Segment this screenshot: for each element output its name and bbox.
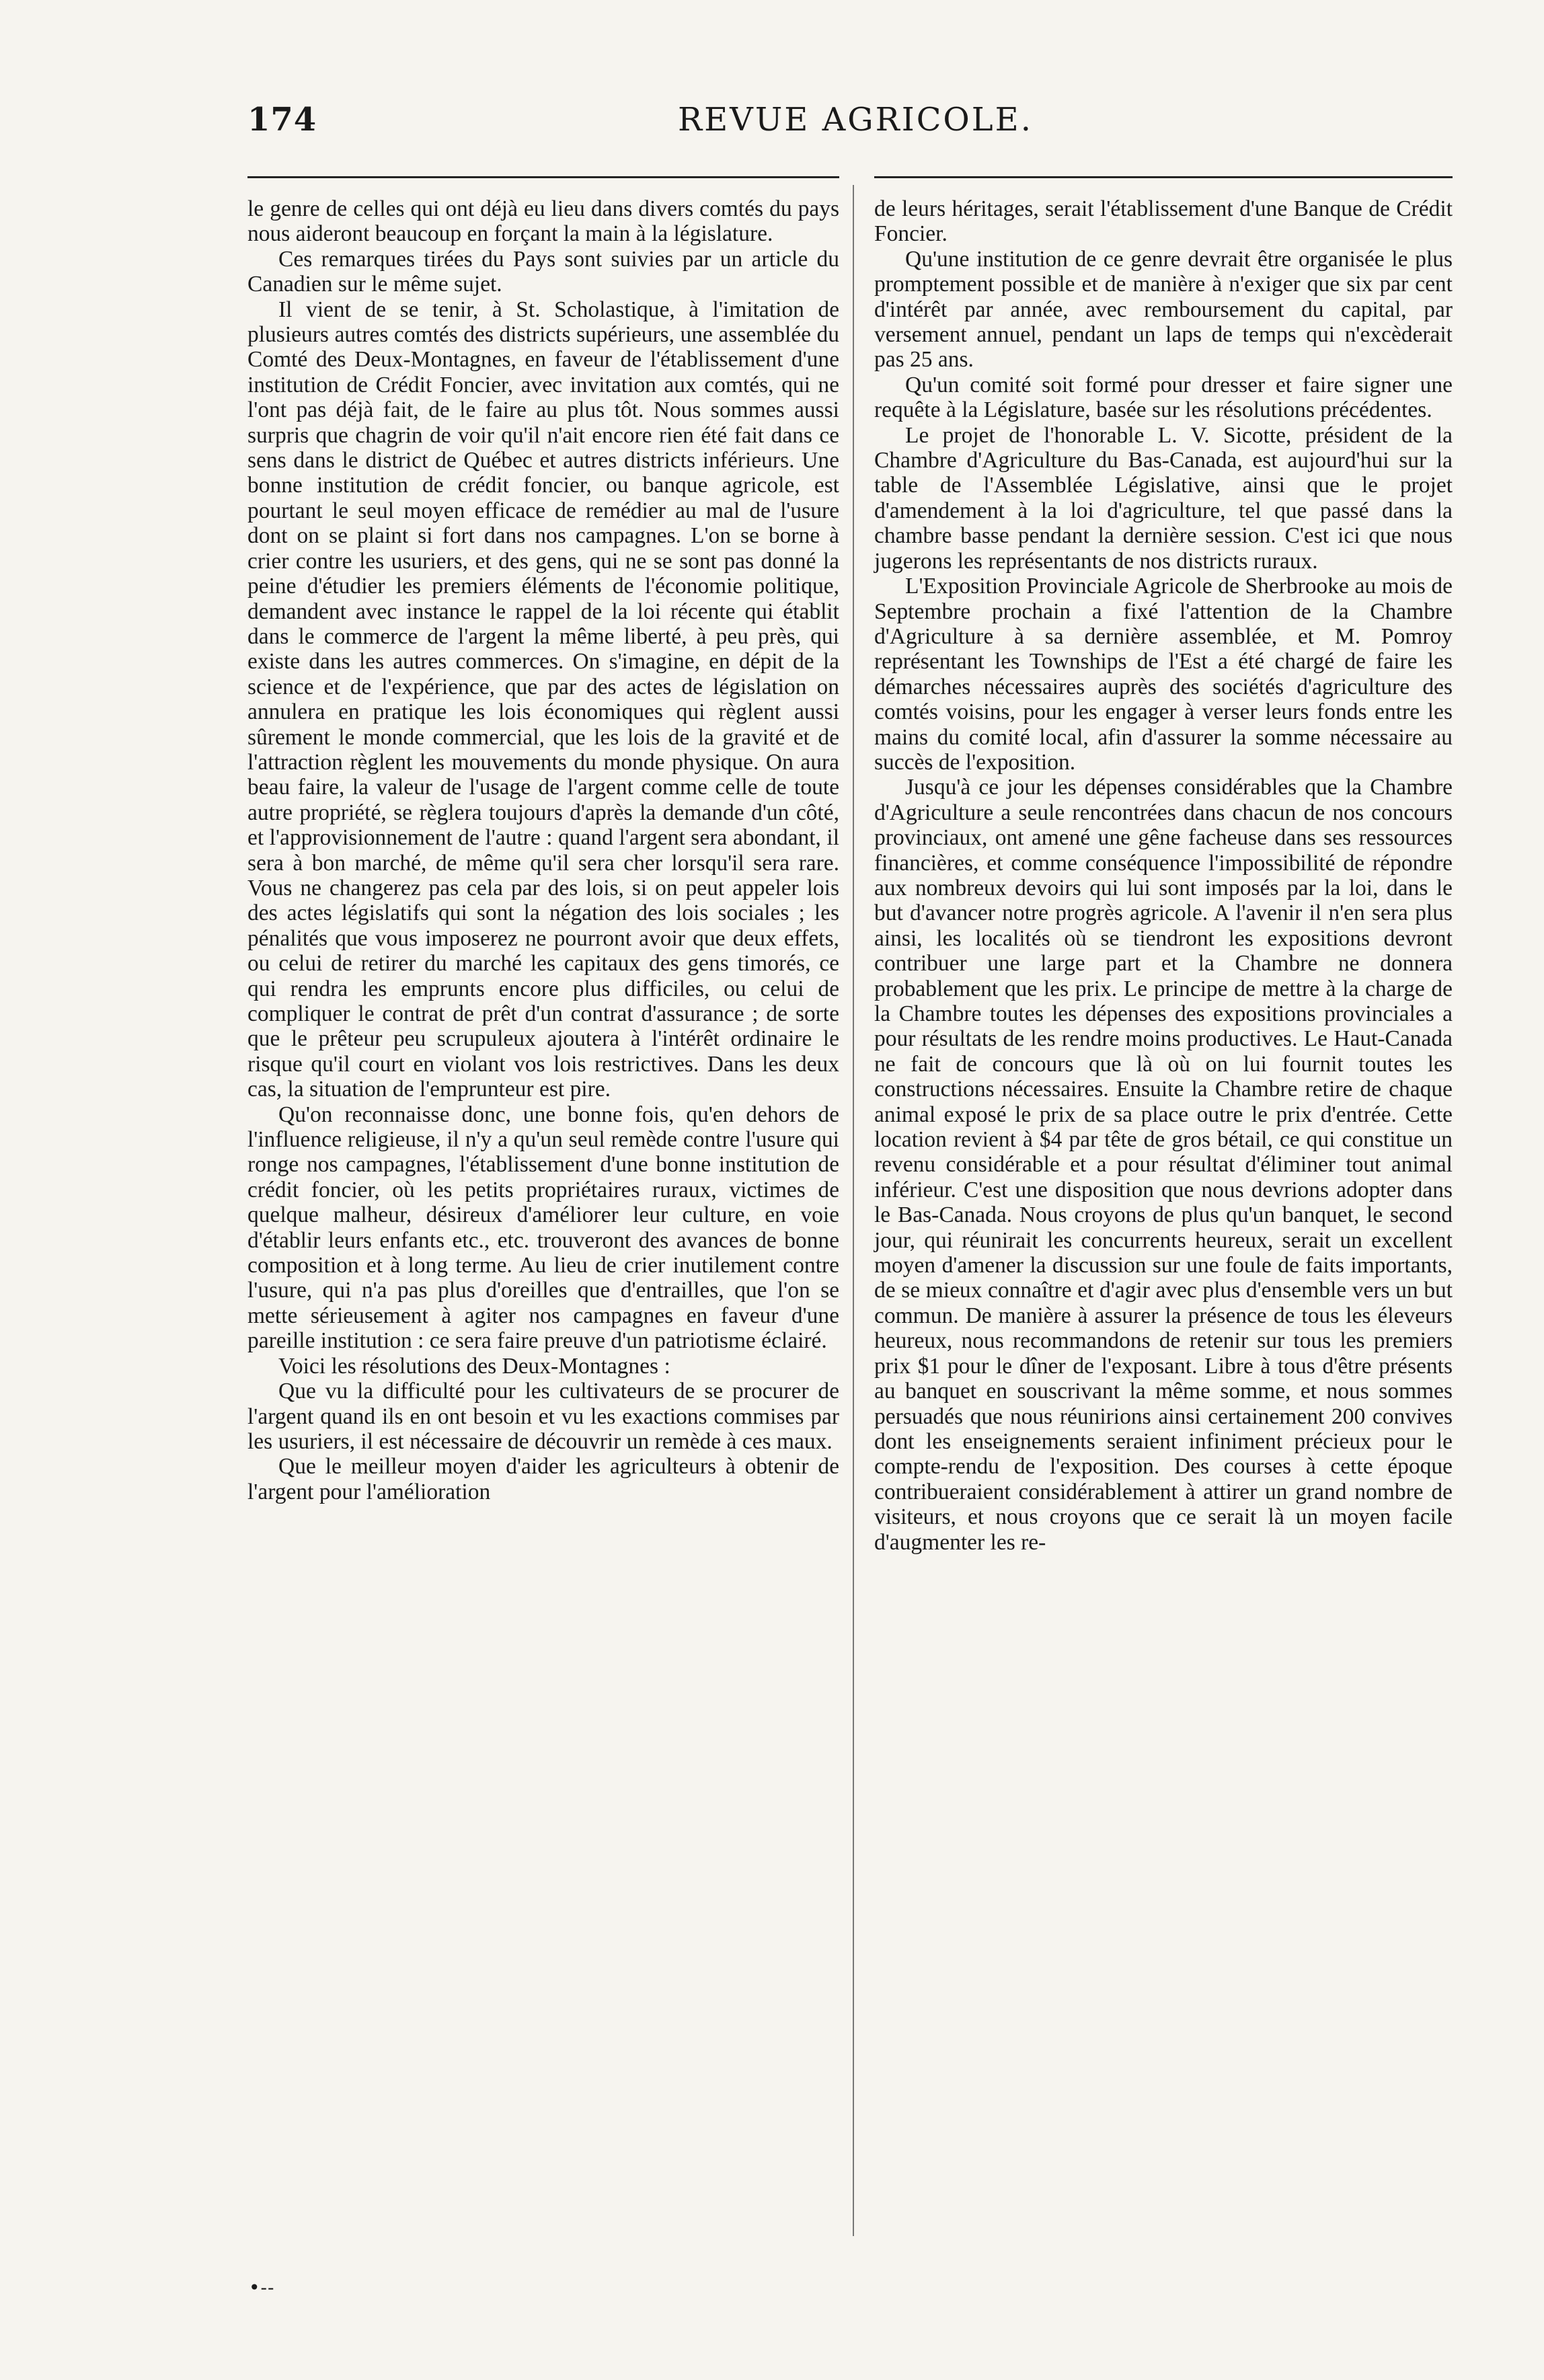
- paragraph: Il vient de se tenir, à St. Scholastique, à l'imitation de plusieurs autres comtés des districts supérieurs, une assemblée du Comté des Deux-Montagnes, en faveur de l'établissement d'une institution de Crédit Foncier, avec invitation aux comtés, qui ne l'ont pas déjà fait, de le faire au plus tôt. Nous sommes aussi surpris que chagrin de voir qu'il n'ait encore rien été fait dans ce sens dans le district de Québec et autres districts inférieurs. Une bonne institution de crédit foncier, ou banque agricole, est pourtant le seul moyen efficace de remédier au mal de l'usure dont on se plaint si fort dans nos campagnes. L'on se borne à crier contre les usuriers, et des gens, qui ne se sont pas donné la peine d'étudier les premiers éléments de l'économie politique, demandent avec instance le rappel de la loi récente qui établit dans le commerce de l'argent la même liberté, à peu près, qui existe dans les autres commerces. On s'imagine, en dépit de la science et de l'expérience, que par des actes de législation on annulera en pratique les lois économiques qui règlent aussi sûrement le monde commercial, que les lois de la gravité et de l'attraction règlent les mouvements du monde physique. On aura beau faire, la valeur de l'usage de l'argent comme celle de toute autre propriété, se règlera toujours d'après la demande d'un côté, et l'approvisionnement de l'autre : quand l'argent sera abondant, il sera à bon marché, de même qu'il sera cher lorsqu'il sera rare. Vous ne changerez pas cela par des lois, si on peut appeler lois des actes législatifs qui sont la négation des lois sociales ; les pénalités que vous imposerez ne pourront avoir que deux effets, ou celui de retirer du marché les capitaux des gens timorés, ce qui rendra les emprunts encore plus difficiles, ou celui de compliquer le contrat de prêt d'un contrat d'assurance ; de sorte que le prêteur peu scrupuleux ajoutera à l'intérêt ordinaire le risque qu'il court en violant vos lois restrictives. Dans les deux cas, la situation de l'emprunteur est pire.: [247, 297, 839, 1102]
- footer-mark: •--: [249, 2276, 275, 2299]
- paragraph: Ces remarques tirées du Pays sont suivies par un article du Canadien sur le même sujet.: [247, 246, 839, 297]
- paragraph: le genre de celles qui ont déjà eu lieu dans divers comtés du pays nous aideront beaucoup en forçant la main à la législature.: [247, 196, 839, 247]
- paragraph: Jusqu'à ce jour les dépenses considérables que la Chambre d'Agriculture a seule rencontrées dans chacun de nos concours provinciaux, ont amené une gêne facheuse dans ses ressources financières, et comme conséquence l'impossibilité de répondre aux nombreux devoirs qui lui sont imposés par la loi, dans le but d'avancer notre progrès agricole. A l'avenir il n'en sera plus ainsi, les localités où se tiendront les expositions devront contribuer une large part et la Chambre ne donnera probablement que les prix. Le principe de mettre à la charge de la Chambre toutes les dépenses des expositions provinciales a pour résultats de les rendre moins productives. Le Haut-Canada ne fait de concours que là où on lui fournit toutes les constructions nécessaires. Ensuite la Chambre retire de chaque animal exposé le prix de sa place outre le prix d'entrée. Cette location revient à $4 par tête de gros bétail, ce qui constitue un revenu considérable et a pour résultat d'éliminer tout animal inférieur. C'est une disposition que nous devrions adopter dans le Bas-Canada. Nous croyons de plus qu'un banquet, le second jour, qui réunirait les concurrents heureux, serait un excellent moyen d'amener la discussion sur une foule de faits importants, de se mieux connaître et d'agir avec plus d'ensemble vers un but commun. De manière à assurer la présence de tous les éleveurs heureux, nous recommandons de retenir sur tous les premiers prix $1 pour le dîner de l'exposant. Libre à tous d'être présents au banquet en souscrivant la même somme, et nous sommes persuadés que nous réunirions ainsi certainement 200 convives dont les enseignements seraient infiniment précieux pour le compte-rendu de l'exposition. Des courses à cette époque contribueraient considérablement à attirer un grand nombre de visiteurs, et nous croyons que ce serait là un moyen facile d'augmenter les re-: [874, 775, 1453, 1555]
- paragraph: L'Exposition Provinciale Agricole de Sherbrooke au mois de Septembre prochain a fixé l'attention de la Chambre d'Agriculture à sa dernière assemblée, et M. Pomroy représentant les Townships de l'Est a été chargé de faire les démarches nécessaires auprès des sociétés d'agriculture des comtés voisins, pour les engager à verser leurs fonds entre les mains du comité local, afin d'assurer la somme nécessaire au succès de l'exposition.: [874, 574, 1453, 775]
- page-number: 174: [247, 101, 317, 139]
- paragraph: Qu'un comité soit formé pour dresser et faire signer une requête à la Législature, basée sur les résolutions précédentes.: [874, 372, 1453, 423]
- paragraph: Qu'on reconnaisse donc, une bonne fois, qu'en dehors de l'influence religieuse, il n'y a qu'un seul remède contre l'usure qui ronge nos campagnes, l'établissement d'une bonne institution de crédit foncier, où les petits propriétaires ruraux, victimes de quelque malheur, désireux d'améliorer leur culture, en voie d'établir leurs enfants etc., etc. trouveront des avances de bonne composition et à long terme. Au lieu de crier inutilement contre l'usure, qui n'a pas plus d'oreilles que d'entrailles, que l'on se mette sérieusement à agiter nos campagnes en faveur d'une pareille institution : ce sera faire preuve d'un patriotisme éclairé.: [247, 1102, 839, 1354]
- left-column: [247, 196, 839, 1504]
- header-rule-left: [247, 176, 839, 178]
- paragraph: Que vu la difficulté pour les cultivateurs de se procurer de l'argent quand ils en ont besoin et vu les exactions commises par les usuriers, il est nécessaire de découvrir un remède à ces maux.: [247, 1379, 839, 1454]
- page-header: [247, 101, 1458, 148]
- running-title: REVUE AGRICOLE.: [678, 101, 1033, 139]
- paragraph: Que le meilleur moyen d'aider les agriculteurs à obtenir de l'argent pour l'amélioration: [247, 1454, 839, 1504]
- paragraph: Voici les résolutions des Deux-Montagnes :: [278, 1353, 670, 1379]
- column-divider: [853, 185, 854, 2236]
- paragraph: Le projet de l'honorable L. V. Sicotte, président de la Chambre d'Agriculture du Bas-Canada, est aujourd'hui sur la table de l'Assemblée Législative, ainsi que le projet d'amendement à la loi d'agriculture, tel que passé dans la chambre basse pendant la dernière session. C'est ici que nous jugerons les représentants de nos districts ruraux.: [874, 422, 1453, 574]
- paragraph: de leurs héritages, serait l'établissement d'une Banque de Crédit Foncier.: [874, 196, 1453, 247]
- paragraph: Qu'une institution de ce genre devrait être organisée le plus promptement possible et de manière à n'exiger que six par cent d'intérêt par année, avec remboursement du capital, par versement annuel, pendant un laps de temps qui n'excèderait pas 25 ans.: [874, 246, 1453, 373]
- header-rule-right: [874, 176, 1453, 178]
- right-column: [874, 196, 1453, 1555]
